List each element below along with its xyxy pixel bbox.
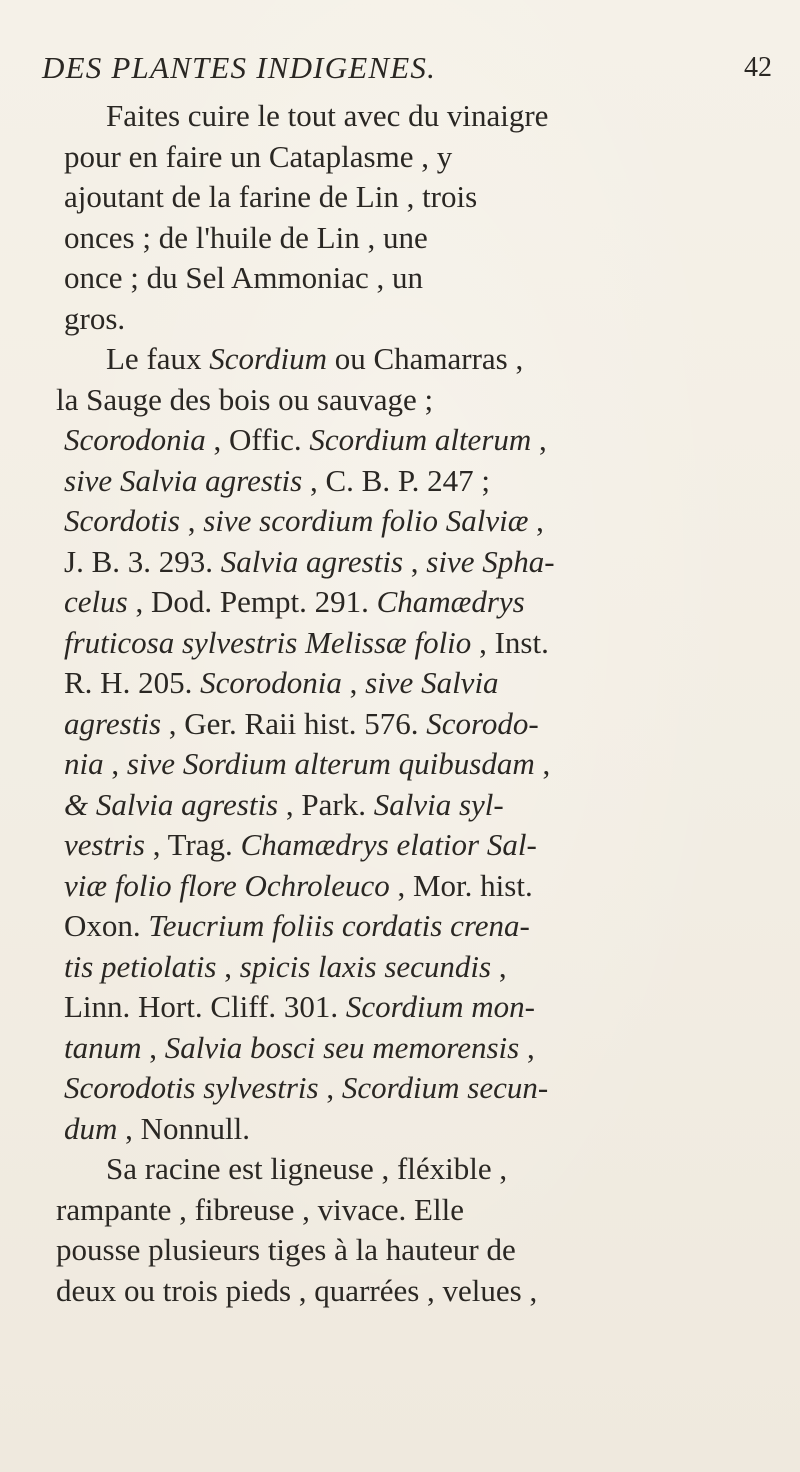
- text-span: , Ger. Raii hist. 576.: [161, 705, 427, 741]
- italic-span: Scordium mon-: [345, 989, 536, 1024]
- text-line: [48, 542, 772, 583]
- italic-span: & Salvia agrestis: [64, 786, 279, 822]
- blank-bottom-margin: [0, 1200, 800, 1472]
- text-line: [48, 501, 772, 542]
- text-span: Linn. Hort. Cliff. 301.: [64, 989, 346, 1024]
- italic-span: sive Sordium alterum quibusdam: [126, 746, 535, 781]
- italic-span: celus: [64, 584, 128, 619]
- text-line: [48, 218, 772, 259]
- text-span: , C. B. P. 247 ;: [302, 462, 490, 498]
- text-span: ,: [103, 746, 127, 781]
- text-line: [48, 420, 772, 461]
- text-line: [48, 1149, 772, 1190]
- text-line: [48, 339, 772, 380]
- page-number: 42: [744, 52, 772, 83]
- italic-span: tanum: [64, 1029, 142, 1065]
- italic-span: nia: [64, 746, 104, 781]
- text-line: [48, 1028, 772, 1069]
- italic-span: Scordium alterum: [309, 422, 532, 457]
- text-line: [48, 785, 772, 826]
- text-span: , Mor. hist.: [389, 867, 533, 903]
- text-span: , Trag.: [144, 827, 241, 862]
- text-line: [48, 582, 772, 623]
- text-span: ,: [519, 1029, 535, 1065]
- text-span: ,: [179, 503, 204, 538]
- body-text: [48, 96, 772, 1311]
- italic-span: sive Salvia agrestis: [64, 462, 303, 498]
- italic-span: Chamædrys elatior Sal-: [240, 827, 537, 862]
- text-line: [48, 258, 772, 299]
- text-span: , Dod. Pempt. 291.: [127, 584, 377, 619]
- italic-span: Salvia bosci seu memorensis: [164, 1029, 520, 1065]
- italic-span: vestris: [64, 827, 145, 862]
- text-line: [48, 299, 772, 340]
- italic-span: fruticosa sylvestris Melissæ folio: [64, 624, 472, 660]
- text-line: [48, 177, 772, 218]
- text-span: ,: [403, 543, 427, 579]
- italic-span: dum: [64, 1110, 118, 1146]
- italic-span: agrestis: [64, 705, 162, 741]
- italic-span: tis petiolatis: [64, 948, 217, 984]
- italic-span: sive Spha-: [426, 543, 555, 579]
- italic-span: Scorodotis sylvestris: [64, 1070, 319, 1105]
- italic-span: Salvia syl-: [373, 786, 504, 822]
- text-span: once ; du Sel Ammoniac , un: [64, 260, 424, 295]
- text-line: [48, 866, 772, 907]
- italic-span: Scordium: [209, 341, 327, 376]
- text-span: deux ou trois pieds , quarrées , velues ,: [56, 1272, 538, 1308]
- italic-span: Chamædrys: [376, 584, 525, 619]
- text-line: [48, 704, 772, 745]
- text-span: ou Chamarras ,: [326, 341, 524, 376]
- text-span: pousse plusieurs tiges à la hauteur de: [56, 1232, 516, 1267]
- text-span: , Inst.: [471, 624, 549, 660]
- text-span: onces ; de l'huile de Lin , une: [64, 219, 428, 255]
- italic-span: Scorodonia: [64, 422, 206, 457]
- italic-span: sive scordium folio Salviæ: [203, 503, 529, 538]
- text-span: ajoutant de la farine de Lin , trois: [64, 179, 478, 214]
- text-span: ,: [528, 503, 544, 538]
- italic-span: Scorodo-: [426, 705, 539, 741]
- text-line: [48, 96, 772, 137]
- text-line: [48, 461, 772, 502]
- text-line: [48, 1109, 772, 1150]
- text-span: gros.: [64, 300, 126, 336]
- text-span: J. B. 3. 293.: [64, 543, 221, 579]
- text-span: ,: [141, 1029, 165, 1065]
- text-line: [48, 825, 772, 866]
- text-span: ,: [534, 746, 551, 781]
- text-span: Faites cuire le tout avec du vinaigre: [106, 98, 549, 133]
- text-line: [48, 380, 772, 421]
- text-line: [48, 987, 772, 1028]
- text-span: , Park.: [278, 786, 374, 822]
- text-span: ,: [531, 422, 547, 457]
- text-line: [48, 1068, 772, 1109]
- text-span: , Nonnull.: [117, 1110, 251, 1146]
- text-span: , Offic.: [205, 422, 310, 457]
- italic-span: spicis laxis secundis: [239, 948, 492, 984]
- text-line: [48, 744, 772, 785]
- italic-span: viæ folio flore Ochroleuco: [64, 867, 390, 903]
- text-span: Oxon.: [64, 908, 149, 943]
- text-span: Sa racine est ligneuse , fléxible ,: [106, 1151, 508, 1186]
- text-span: ,: [491, 948, 507, 984]
- italic-span: Scordium secun-: [341, 1070, 549, 1105]
- text-line: [48, 947, 772, 988]
- text-span: ,: [318, 1070, 342, 1105]
- running-head: DES PLANTES INDIGENES.: [42, 50, 437, 85]
- italic-span: sive Salvia: [365, 665, 499, 700]
- text-span: pour en faire un Cataplasme , y: [64, 138, 453, 174]
- text-line: [48, 906, 772, 947]
- italic-span: Teucrium foliis cordatis crena-: [148, 908, 530, 943]
- text-line: [48, 623, 772, 664]
- italic-span: Salvia agrestis: [220, 543, 404, 579]
- text-span: R. H. 205.: [64, 665, 201, 700]
- italic-span: Scordotis: [64, 503, 180, 538]
- page-header: [42, 46, 782, 90]
- text-span: Le faux: [106, 341, 210, 376]
- text-span: rampante , fibreuse , vivace. Elle: [56, 1191, 464, 1227]
- text-line: [48, 663, 772, 704]
- italic-span: Scorodonia: [200, 665, 342, 700]
- text-span: la Sauge des bois ou sauvage ;: [56, 381, 434, 417]
- text-line: [48, 137, 772, 178]
- text-span: ,: [216, 948, 240, 984]
- text-span: ,: [341, 665, 366, 700]
